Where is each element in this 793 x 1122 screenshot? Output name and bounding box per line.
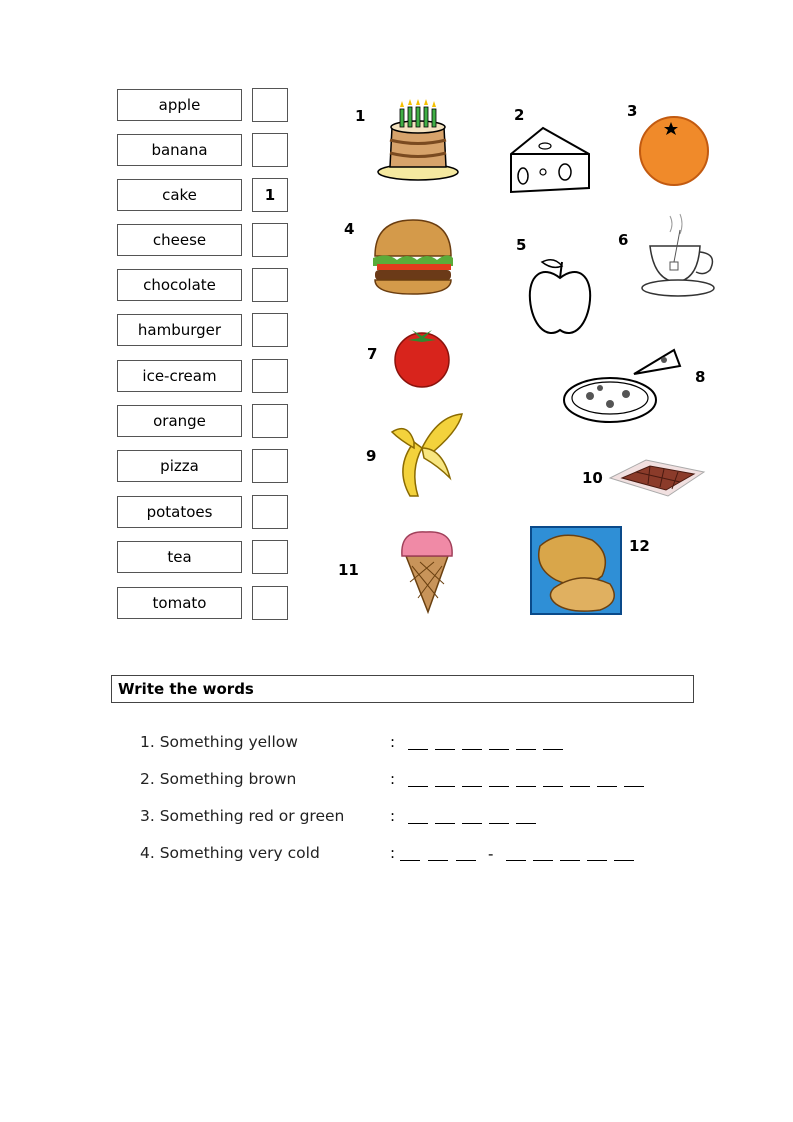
word-label: chocolate: [143, 276, 216, 294]
question-label: 2. Something brown: [140, 770, 297, 788]
answer-box[interactable]: [252, 359, 288, 393]
word-box: [117, 587, 242, 619]
answer-box[interactable]: [252, 449, 288, 483]
blank: [456, 860, 476, 861]
answer-box[interactable]: [252, 586, 288, 620]
blank: [408, 823, 428, 824]
ice-cream-icon: [398, 526, 456, 614]
picture-number: 4: [344, 220, 355, 238]
word-label: potatoes: [146, 503, 213, 521]
tomato-icon: [390, 324, 454, 388]
word-box: [117, 179, 242, 211]
potatoes-icon: [530, 526, 624, 616]
pizza-icon: [560, 344, 688, 428]
picture-number: 7: [367, 345, 378, 363]
answer-box[interactable]: [252, 540, 288, 574]
word-box: [117, 224, 242, 256]
answer-box[interactable]: [252, 88, 288, 122]
word-box: [117, 314, 242, 346]
blank: [543, 786, 563, 787]
blank: [408, 749, 428, 750]
blank: [400, 860, 420, 861]
question-label: 1. Something yellow: [140, 733, 298, 751]
tea-cup-icon: [640, 210, 722, 302]
picture-number: 8: [695, 368, 706, 386]
word-box: [117, 89, 242, 121]
picture-number: 6: [618, 231, 629, 249]
blank: [435, 786, 455, 787]
picture-number: 12: [629, 537, 650, 555]
question-label: 3. Something red or green: [140, 807, 345, 825]
word-label: cake: [162, 186, 197, 204]
apple-icon: [524, 254, 596, 342]
word-label: pizza: [160, 457, 199, 475]
picture-number: 2: [514, 106, 525, 124]
blank: [489, 823, 509, 824]
hamburger-icon: [367, 216, 459, 298]
cheese-icon: [503, 124, 593, 196]
question-colon: :: [390, 844, 396, 862]
question-colon: :: [390, 770, 396, 788]
answer-box[interactable]: [252, 268, 288, 302]
answer-box[interactable]: [252, 223, 288, 257]
blank: [462, 749, 482, 750]
picture-number: 9: [366, 447, 377, 465]
answer-box[interactable]: [252, 404, 288, 438]
blank: [462, 823, 482, 824]
banana-icon: [388, 408, 468, 502]
word-label: apple: [158, 96, 201, 114]
blank: [597, 786, 617, 787]
blank: [489, 749, 509, 750]
answer-box[interactable]: [252, 495, 288, 529]
word-box: [117, 269, 242, 301]
blank: [462, 786, 482, 787]
blank: [624, 786, 644, 787]
picture-number: 10: [582, 469, 603, 487]
orange-icon: [636, 113, 712, 189]
blank: [408, 786, 428, 787]
word-label: ice-cream: [142, 367, 217, 385]
word-label: cheese: [152, 231, 207, 249]
blank: [570, 786, 590, 787]
blank: [560, 860, 580, 861]
blank: [614, 860, 634, 861]
blank: [435, 749, 455, 750]
chocolate-icon: [606, 456, 706, 500]
blank: [506, 860, 526, 861]
word-label: banana: [151, 141, 208, 159]
blank: [435, 823, 455, 824]
picture-number: 1: [355, 107, 366, 125]
picture-number: 11: [338, 561, 359, 579]
blank: [543, 749, 563, 750]
blank: [587, 860, 607, 861]
answer-box[interactable]: 1: [252, 178, 288, 212]
blank-separator: -: [488, 845, 494, 863]
blank: [533, 860, 553, 861]
word-label: orange: [153, 412, 206, 430]
word-box: [117, 405, 242, 437]
word-label: hamburger: [137, 321, 222, 339]
blank: [516, 823, 536, 824]
word-label: tomato: [152, 594, 207, 612]
word-box: [117, 541, 242, 573]
section-title: Write the words: [118, 680, 254, 698]
word-label: tea: [167, 548, 192, 566]
question-colon: :: [390, 733, 396, 751]
word-box: [117, 134, 242, 166]
question-label: 4. Something very cold: [140, 844, 320, 862]
word-box: [117, 496, 242, 528]
question-colon: :: [390, 807, 396, 825]
blank: [516, 786, 536, 787]
picture-number: 3: [627, 102, 638, 120]
section-banner: [111, 675, 694, 703]
cake-icon: [370, 95, 465, 185]
word-box: [117, 450, 242, 482]
word-box: [117, 360, 242, 392]
answer-box[interactable]: [252, 133, 288, 167]
picture-number: 5: [516, 236, 527, 254]
blank: [428, 860, 448, 861]
blank: [516, 749, 536, 750]
blank: [489, 786, 509, 787]
answer-box[interactable]: [252, 313, 288, 347]
